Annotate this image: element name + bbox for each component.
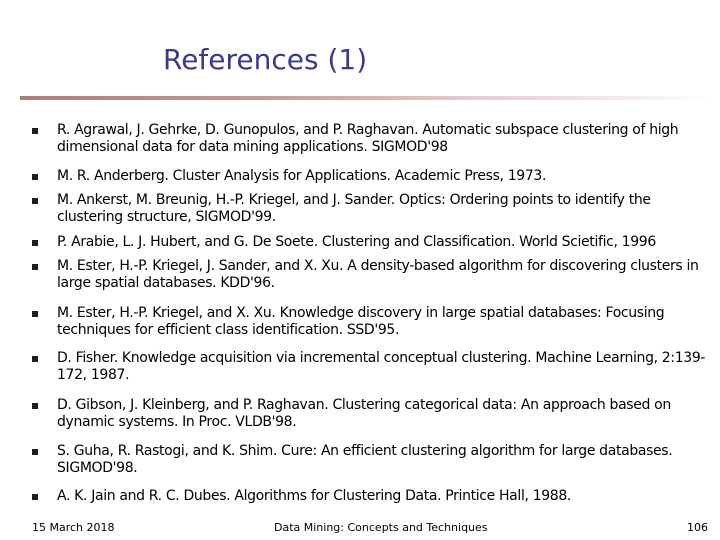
footer-date: 15 March 2018 — [32, 521, 115, 534]
page-number: 106 — [687, 521, 708, 534]
reference-text: R. Agrawal, J. Gehrke, D. Gunopulos, and P. Raghavan. Automatic subspace clustering of high dimensional data for data mining applications. SIGMOD'98 — [57, 122, 679, 155]
square-bullet-icon — [32, 264, 38, 270]
reference-text: M. Ester, H.-P. Kriegel, and X. Xu. Knowledge discovery in large spatial databases: Focusing techniques for efficient class identification. SSD'95. — [57, 305, 665, 338]
square-bullet-icon — [32, 494, 38, 500]
square-bullet-icon — [32, 128, 38, 134]
reference-text: M. Ankerst, M. Breunig, H.-P. Kriegel, and J. Sander. Optics: Ordering points to identify the clustering structure, SIGMOD'99. — [57, 192, 651, 225]
square-bullet-icon — [32, 449, 38, 455]
reference-text: A. K. Jain and R. C. Dubes. Algorithms for Clustering Data. Printice Hall, 1988. — [57, 488, 572, 504]
square-bullet-icon — [32, 311, 38, 317]
reference-text: P. Arabie, L. J. Hubert, and G. De Soete. Clustering and Classification. World Scietific, 1996 — [57, 234, 656, 250]
reference-text: M. R. Anderberg. Cluster Analysis for Applications. Academic Press, 1973. — [57, 168, 547, 184]
square-bullet-icon — [32, 403, 38, 409]
reference-text: M. Ester, H.-P. Kriegel, J. Sander, and X. Xu. A density-based algorithm for discovering clusters in large spatial databases. KDD'96. — [57, 258, 699, 291]
title-divider — [20, 96, 710, 100]
reference-text: S. Guha, R. Rastogi, and K. Shim. Cure: An efficient clustering algorithm for large databases. SIGMOD'98. — [57, 443, 673, 476]
square-bullet-icon — [32, 198, 38, 204]
reference-text: D. Gibson, J. Kleinberg, and P. Raghavan. Clustering categorical data: An approach based on dynamic systems. In Proc. VLDB'98. — [57, 397, 671, 430]
square-bullet-icon — [32, 356, 38, 362]
footer-course-title: Data Mining: Concepts and Techniques — [274, 521, 488, 534]
square-bullet-icon — [32, 174, 38, 180]
square-bullet-icon — [32, 240, 38, 246]
slide-title: References (1) — [163, 43, 368, 76]
reference-text: D. Fisher. Knowledge acquisition via incremental conceptual clustering. Machine Learning, 2:139-172, 1987. — [57, 350, 706, 383]
